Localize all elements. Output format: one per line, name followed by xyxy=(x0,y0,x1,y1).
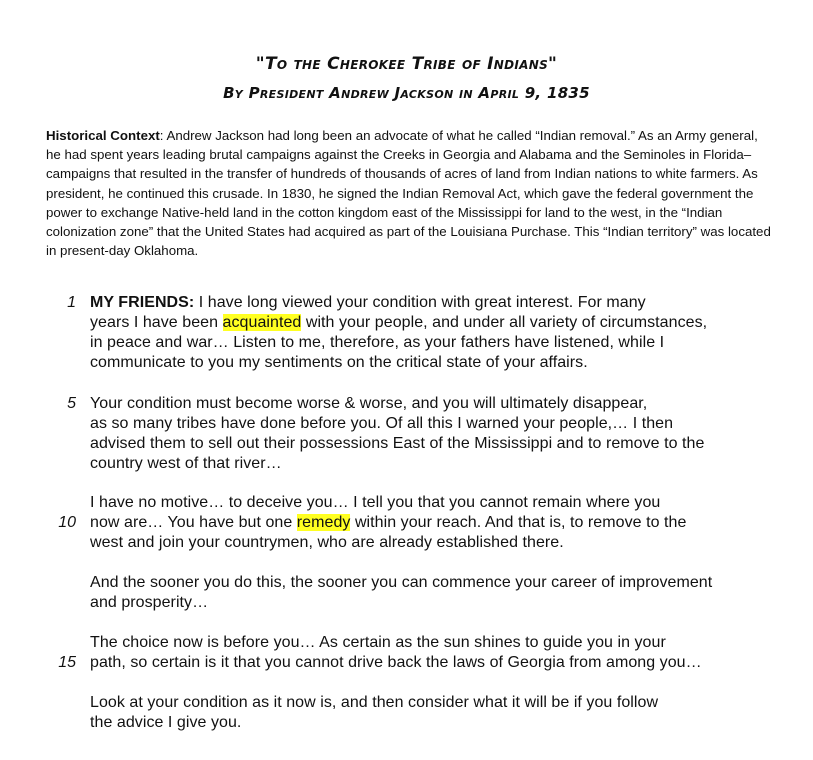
line-text: years I have been acquainted with your people, and under all variety of circumstances, xyxy=(90,314,708,331)
line-text: country west of that river… xyxy=(90,455,282,472)
line-text: and prosperity… xyxy=(90,594,209,611)
line-number: 15 xyxy=(58,654,76,671)
speech-line xyxy=(0,294,813,314)
line-number: 1 xyxy=(67,294,76,311)
line-text: now are… You have but one remedy within your reach. And that is, to remove to the xyxy=(90,514,687,531)
speech-line xyxy=(0,314,813,334)
speech-line xyxy=(0,455,813,475)
speech-line xyxy=(0,354,813,374)
line-text: Your condition must become worse & worse, and you will ultimately disappear, xyxy=(90,395,648,412)
context-text: : Andrew Jackson had long been an advocate of what he called “Indian removal.” As an Army general, he had spent years leading brutal campaigns against the Creeks in Georgia and Alabama and the Seminoles in Florida–campaigns that resulted in the transfer of hundreds of thousands of acres of land from Indian nations to white farmers. As president, he continued this crusade. In 1830, he signed the Indian Removal Act, which gave the federal government the power to exchange Native-held land in the cotton kingdom east of the Mississippi for land to the west, in the “Indian colonization zone” that the United States had acquired as part of the Louisiana Purchase. This “Indian territory” was located in present-day Oklahoma. xyxy=(46,128,771,259)
speech-line xyxy=(0,634,813,654)
salutation: MY FRIENDS: xyxy=(90,294,195,311)
highlighted-word: acquainted xyxy=(222,314,302,331)
speech-line xyxy=(0,654,813,674)
line-text: Look at your condition as it now is, and then consider what it will be if you follow xyxy=(90,694,659,711)
line-text: advised them to sell out their possessions East of the Mississippi and to remove to the xyxy=(90,435,705,452)
line-text: as so many tribes have done before you. Of all this I warned your people,… I then xyxy=(90,415,674,432)
speech-line xyxy=(0,694,813,714)
historical-context xyxy=(46,126,774,260)
speech-line xyxy=(0,534,813,554)
speech-line xyxy=(0,435,813,455)
line-text: in peace and war… Listen to me, therefore, as your fathers have listened, while I xyxy=(90,334,665,351)
speech-line xyxy=(0,714,813,734)
line-text: path, so certain is it that you cannot drive back the laws of Georgia from among you… xyxy=(90,654,702,671)
line-number: 5 xyxy=(67,395,76,412)
line-text: MY FRIENDS: I have long viewed your condition with great interest. For many xyxy=(90,294,646,311)
line-text: west and join your countrymen, who are already established there. xyxy=(90,534,564,551)
speech-line xyxy=(0,594,813,614)
highlighted-word: remedy xyxy=(296,514,351,531)
line-text: The choice now is before you… As certain as the sun shines to guide you in your xyxy=(90,634,666,651)
speech-line xyxy=(0,574,813,594)
speech-line xyxy=(0,395,813,415)
speech-line xyxy=(0,415,813,435)
document-subtitle: By President Andrew Jackson in April 9, 1835 xyxy=(223,84,590,102)
speech-line xyxy=(0,334,813,354)
line-number: 10 xyxy=(58,514,76,531)
line-text: And the sooner you do this, the sooner you can commence your career of improvement xyxy=(90,574,713,591)
line-text: I have no motive… to deceive you… I tell you that you cannot remain where you xyxy=(90,494,661,511)
document-title: "To the Cherokee Tribe of Indians" xyxy=(255,54,558,74)
line-text: communicate to you my sentiments on the critical state of your affairs. xyxy=(90,354,588,371)
line-text: the advice I give you. xyxy=(90,714,242,731)
speech-line xyxy=(0,494,813,514)
speech-line xyxy=(0,514,813,534)
context-label: Historical Context xyxy=(46,128,160,143)
